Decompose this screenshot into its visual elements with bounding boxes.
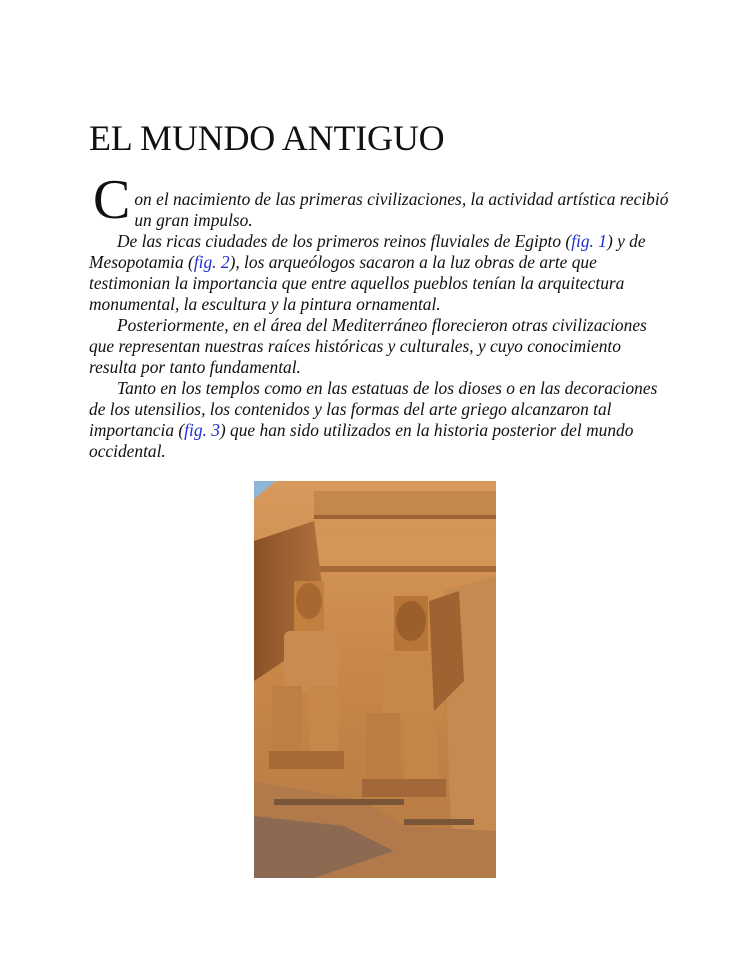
article-body (89, 176, 669, 462)
paragraph4-part1: Tanto en los templos como en las estatuas de los dioses o en las decoraciones de los utensilios, los contenidos y las formas del arte griego alcanzaron tal importancia ( (89, 378, 658, 440)
paragraph4-part2: ) que han sido utilizados en la historia posterior del mundo occidental. (89, 420, 634, 461)
temple-photo-icon (254, 481, 496, 878)
intro-text: on el nacimiento de las primeras civilizaciones, la actividad artística recibió un gran impulso. (134, 189, 669, 230)
abu-simbel-illustration (254, 481, 496, 878)
paragraph2-part2: ) y de Mesopotamia ( (89, 231, 646, 272)
paragraph-egypt-mesopotamia (89, 231, 669, 315)
paragraph-greek-art (89, 378, 669, 462)
fig-1-link[interactable]: fig. 1 (571, 231, 607, 251)
drop-cap: C (93, 176, 131, 231)
fig-3-link[interactable]: fig. 3 (184, 420, 220, 440)
paragraph-mediterranean (89, 315, 669, 378)
paragraph3-text: Posteriormente, en el área del Mediterráneo florecieron otras civilizaciones que representan nuestras raíces históricas y culturales, y cuyo conocimiento resulta por tanto fundamental. (89, 315, 647, 377)
page-title: EL MUNDO ANTIGUO (89, 118, 445, 158)
paragraph2-part1: De las ricas ciudades de los primeros reinos fluviales de Egipto ( (117, 231, 572, 251)
intro-paragraph (89, 176, 669, 231)
fig-2-link[interactable]: fig. 2 (193, 252, 230, 272)
paragraph2-part3: ), los arqueólogos sacaron a la luz obras de arte que testimonian la importancia que entre aquellos pueblos tenían la arquitectura monumental, la escultura y la pintura ornamental. (89, 252, 625, 314)
